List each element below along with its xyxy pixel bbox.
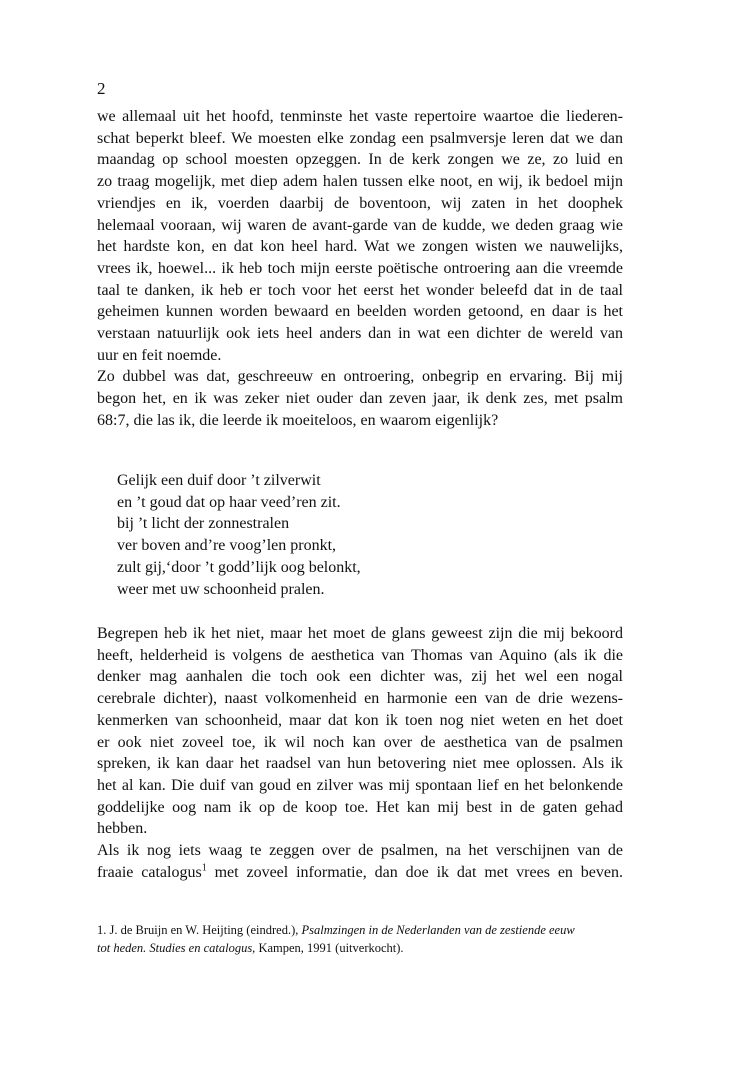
paragraph-4 — [97, 840, 623, 883]
footnote-text: 1. J. de Bruijn en W. Heijting (eindred.), — [97, 923, 302, 937]
text-line: denker mag aanhalen die toch ook een dichter was, zij het wel een nogal — [97, 668, 623, 686]
psalm-quote — [117, 470, 361, 600]
page-number: 2 — [97, 79, 106, 98]
footnote-title: Psalmzingen in de Nederlanden van de zestiende eeuw — [301, 923, 575, 937]
poem-line: zult gij,‘door ’t godd’lijk oog belonkt, — [117, 558, 361, 576]
text-line: zo traag mogelijk, met diep adem halen tussen elke noot, en wij, ik bedoel mijn — [97, 173, 623, 191]
text-line: geheimen kunnen worden bewaard en beelden worden getoond, en daar is het — [97, 303, 623, 321]
text-line: taal te danken, ik heb er toch voor het eerst het wonder beleefd dat in de taal — [97, 281, 623, 299]
text-line: vrees ik, hoewel... ik heb toch mijn eerste poëtische ontroering aan die vreemde — [97, 259, 623, 277]
text-line: maandag op school moesten opzeggen. In de kerk zongen we ze, zo luid en — [97, 151, 623, 169]
footnote-text: Kampen, 1991 (uitverkocht). — [255, 941, 404, 955]
text-line: er ook niet zoveel toe, ik wil noch kan over de aesthetica van de psalmen — [97, 733, 623, 751]
text-line: verstaan natuurlijk ook iets heel anders dan in wat een dichter de wereld van — [97, 325, 623, 343]
text-line: schat beperkt bleef. We moesten elke zondag een psalmversje leren dat we dan — [97, 129, 623, 147]
text-line: het hardste kon, en dat kon heel hard. Wat we zongen wisten we nauwelijks, — [97, 238, 623, 256]
text-block-intro — [97, 106, 623, 432]
text-line: goddelijke oog nam ik op de koop toe. Het kan mij best in de gaten gehad — [97, 798, 623, 816]
text-block-main — [97, 623, 623, 883]
footnote-line — [97, 921, 623, 939]
text-line: Als ik nog iets waag te zeggen over de psalmen, na het verschijnen van de — [97, 842, 623, 860]
text-line: cerebrale dichter), naast volkomenheid en harmonie een van de drie wezens- — [97, 690, 623, 708]
text-line: het al kan. Die duif van goud en zilver was mij spontaan lief en het belonkende — [97, 776, 623, 794]
footnote — [97, 921, 623, 957]
text-line: heeft, helderheid is volgens de aesthetica van Thomas van Aquino (als ik die — [97, 646, 623, 664]
text-fragment: fraaie catalogus — [97, 863, 202, 881]
poem-line: bij ’t licht der zonnestralen — [117, 515, 290, 533]
text-line: we allemaal uit het hoofd, tenminste het vaste repertoire waartoe die liederen- — [97, 108, 623, 125]
poem-line: weer met uw schoonheid pralen. — [117, 580, 325, 598]
text-line: helemaal vooraan, wij waren de avant-garde van de kudde, we deden graag wie — [97, 216, 623, 234]
footnote-reference: 1 — [201, 862, 207, 874]
text-line-with-footnote — [97, 862, 623, 884]
text-line: vriendjes en ik, voerden daarbij de boventoon, wij zaten in het doophek — [97, 194, 623, 212]
poem-line: ver boven and’re voog’len pronkt, — [117, 537, 337, 555]
paragraph-3 — [97, 623, 623, 840]
text-line: kenmerken van schoonheid, maar dat kon ik toen nog niet weten en het doet — [97, 711, 623, 729]
paragraph-2 — [97, 366, 623, 431]
text-line: begon het, en ik was zeker niet ouder dan zeven jaar, ik denk zes, met psalm — [97, 390, 623, 408]
poem-line: Gelijk een duif door ’t zilverwit — [117, 472, 321, 489]
poem-line: en ’t goud dat op haar veed’ren zit. — [117, 493, 341, 511]
text-line: Begrepen heb ik het niet, maar het moet de glans geweest zijn die mij bekoord — [97, 625, 623, 642]
text-line: Zo dubbel was dat, geschreeuw en ontroering, onbegrip en ervaring. Bij mij — [97, 368, 623, 386]
text-line: spreken, ik kan daar het raadsel van hun betovering niet mee oplossen. Als ik — [97, 755, 623, 773]
text-line: 68:7, die las ik, die leerde ik moeiteloos, en waarom eigenlijk? — [97, 411, 499, 429]
text-line: uur en feit noemde. — [97, 346, 222, 364]
footnote-title: tot heden. Studies en catalogus, — [97, 941, 256, 955]
footnote-line — [97, 939, 623, 957]
text-line: hebben. — [97, 820, 148, 838]
text-fragment: met zoveel informatie, dan doe ik dat met vrees en beven. — [206, 863, 624, 881]
paragraph-1 — [97, 106, 623, 366]
